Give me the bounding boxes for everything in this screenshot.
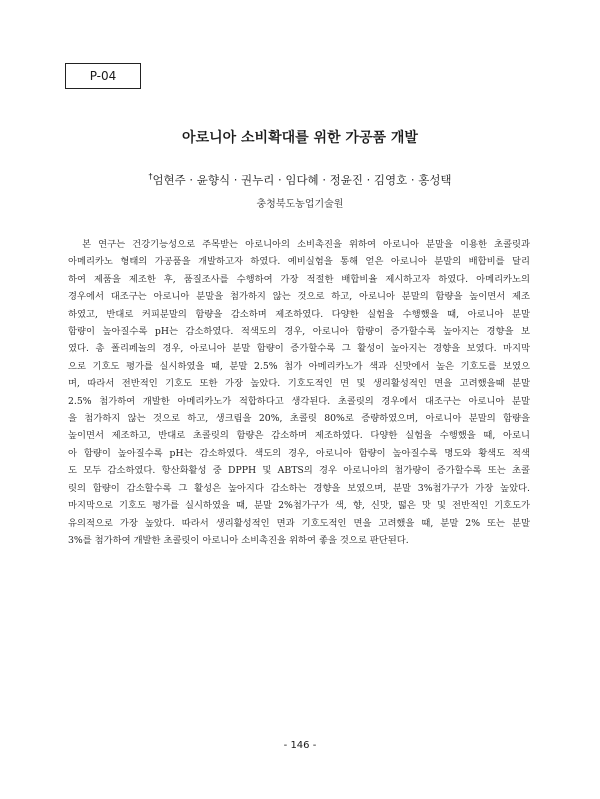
abstract-line: 2.5% 첨가하여 개발한 아메리카노가 적합하다고 생각된다. 초콜릿의 경우에서 대조구는 아로니아 분말 xyxy=(68,395,530,407)
abstract-line: 였다. 총 폴리페놀의 경우, 아로니아 분말 함량이 증가할수록 그 활성이 높아지는 경향을 보였다. 마지막 xyxy=(68,343,530,355)
affiliation: 충청북도농업기술원 xyxy=(256,199,344,210)
abstract-line: 경우에서 대조구는 아로니아 분말을 첨가하지 않는 것으로 하고, 아로니아 분말의 함량을 높이면서 제조 xyxy=(68,291,530,303)
abstract-line: 릿의 함량이 감소할수록 그 활성은 높아지다 감소하는 경향을 보였으며, 분말 3%첨가구가 가장 높았다. xyxy=(68,482,530,494)
author-names: 엄현주 · 윤향식 · 권누리 · 임다혜 · 정윤진 · 김영호 · 홍성택 xyxy=(152,173,452,187)
abstract-line: 함량이 높아질수록 pH는 감소하였다. 적색도의 경우, 아로니아 함량이 증가할수록 높아지는 경향을 보 xyxy=(68,326,530,338)
abstract-line: 을 첨가하지 않는 것으로 하고, 생크림을 20%, 초콜릿 80%로 증량하였으며, 아로니아 분말의 함량을 xyxy=(68,413,530,425)
abstract-line: 3%를 첨가하여 개발한 초콜릿이 아로니아 소비촉진을 위하여 좋을 것으로 판단된다. xyxy=(68,534,409,546)
abstract-line: 도 모두 감소하였다. 항산화활성 중 DPPH 및 ABTS의 경우 아로니아의 첨가량이 증가할수록 또는 초콜 xyxy=(68,465,530,477)
abstract-line: 마지막으로 기호도 평가를 실시하였을 때, 분말 2%첨가구가 색, 향, 신맛, 떫은 맛 및 전반적인 기호도가 xyxy=(68,500,530,512)
abstract-line: 으로 기호도 평가를 실시하였을 때, 분말 2.5% 첨가 아메리카노가 색과 신맛에서 높은 기호도를 보였으 xyxy=(68,360,530,372)
abstract-line: 아메리카노 형태의 가공품을 개발하고자 하였다. 예비실험을 통해 얻은 아로니아 분말의 배합비를 달리 xyxy=(68,256,530,268)
corresponding-author-mark: † xyxy=(148,172,153,182)
paper-title: 아로니아 소비확대를 위한 가공품 개발 xyxy=(182,130,418,146)
abstract-line: 하여 제품을 제조한 후, 품질조사를 수행하여 가장 적절한 배합비율 제시하고자 하였다. 아메리카노의 xyxy=(68,273,530,285)
abstract-line: 본 연구는 건강기능성으로 주목받는 아로니아의 소비촉진을 위하여 아로니아 분말을 이용한 초콜릿과 xyxy=(68,239,530,250)
abstract-body xyxy=(68,236,530,549)
poster-code: P-04 xyxy=(89,69,117,83)
abstract-line: 아 함량이 높아질수록 pH는 감소하였다. 색도의 경우, 아로니아 함량이 높아질수록 명도와 황색도 적색 xyxy=(68,447,530,459)
abstract-line: 높이면서 제조하고, 반대로 초콜릿의 함량은 감소하며 제조하였다. 다양한 실험을 수행했을 때, 아로니 xyxy=(68,430,530,442)
abstract-line: 며, 따라서 전반적인 기호도 또한 가장 높았다. 기호도적인 면 및 생리활성적인 면을 고려했을때 분말 xyxy=(68,378,530,390)
author-list xyxy=(0,172,600,188)
page-number: - 146 - xyxy=(283,740,317,751)
abstract-line: 유의적으로 가장 높았다. 따라서 생리활성적인 면과 기호도적인 면을 고려했을 때, 분말 2% 또는 분말 xyxy=(68,517,530,529)
poster-code-box xyxy=(65,63,141,89)
abstract-line: 하였고, 반대로 커피분말의 함량을 감소하며 제조하였다. 다양한 실험을 수행했을 때, 아로니아 분말 xyxy=(68,308,530,320)
